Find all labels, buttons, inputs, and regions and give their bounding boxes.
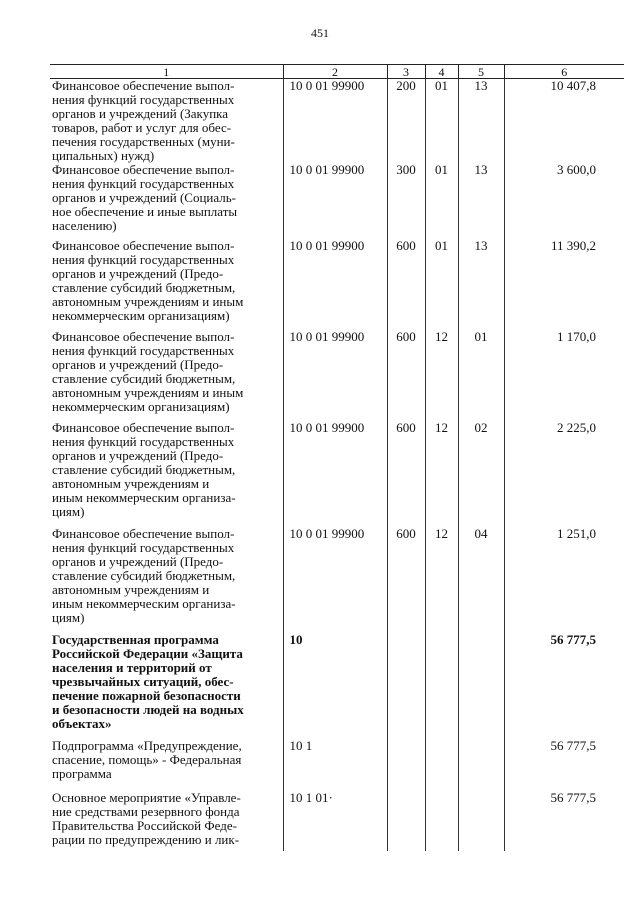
cell-col-3 xyxy=(387,633,425,739)
cell-amount: 1 170,0 xyxy=(504,330,624,421)
cell-col-5 xyxy=(458,791,504,851)
cell-amount: 56 777,5 xyxy=(504,791,624,851)
cell-name: Финансовое обеспечение выпол- нения функций государственных органов и учреждений (Предо- ставление субсидий бюджетным, автономным учреждениям и иным некоммерческим организа- циям) xyxy=(52,420,236,519)
cell-name: Финансовое обеспечение выпол- нения функций государственных органов и учреждений (Социаль- ное обеспечение и иные выплаты населению) xyxy=(52,162,238,233)
cell-col-3: 600 xyxy=(387,239,425,330)
cell-code: 10 0 01 99900 xyxy=(283,330,387,421)
cell-amount: 1 251,0 xyxy=(504,527,624,633)
cell-amount: 3 600,0 xyxy=(504,163,624,239)
budget-table xyxy=(50,64,624,851)
cell-code: 10 0 01 99900 xyxy=(283,421,387,527)
cell-col-3: 200 xyxy=(387,79,425,164)
cell-col-4: 01 xyxy=(425,79,458,164)
cell-col-3: 300 xyxy=(387,163,425,239)
table-row xyxy=(50,739,624,791)
cell-code: 10 0 01 99900 xyxy=(283,527,387,633)
cell-code: 10 0 01 99900 xyxy=(283,163,387,239)
cell-col-5: 01 xyxy=(458,330,504,421)
cell-col-5 xyxy=(458,739,504,791)
table-row xyxy=(50,330,624,421)
cell-col-5: 02 xyxy=(458,421,504,527)
header-col-1: 1 xyxy=(50,65,283,79)
cell-name: Финансовое обеспечение выпол- нения функций государственных органов и учреждений (Предо- ставление субсидий бюджетным, автономным учреждениям и иным некоммерческим организациям) xyxy=(52,238,244,323)
cell-name: Основное мероприятие «Управле- ние средствами резервного фонда Правительства Российской Феде- рации по предупреждению и лик- xyxy=(52,790,241,847)
cell-amount: 56 777,5 xyxy=(504,633,624,739)
cell-name: Финансовое обеспечение выпол- нения функций государственных органов и учреждений (Закупка товаров, работ и услуг для обес- печения государственных (муни- ципальных) нужд) xyxy=(52,78,235,163)
cell-col-5: 04 xyxy=(458,527,504,633)
cell-col-5: 13 xyxy=(458,239,504,330)
table-row xyxy=(50,527,624,633)
table-row xyxy=(50,79,624,164)
cell-name: Финансовое обеспечение выпол- нения функций государственных органов и учреждений (Предо- ставление субсидий бюджетным, автономным учреждениям и иным некоммерческим организациям) xyxy=(52,329,244,414)
header-col-3: 3 xyxy=(387,65,425,79)
table-row xyxy=(50,163,624,239)
cell-code: 10 xyxy=(283,633,387,739)
cell-name: Подпрограмма «Предупреждение, спасение, помощь» - Федеральная программа xyxy=(52,738,242,781)
cell-col-3: 600 xyxy=(387,527,425,633)
table-row xyxy=(50,239,624,330)
table-row xyxy=(50,633,624,739)
cell-name: Государственная программа Российской Федерации «Защита населения и территорий от чрезвычайных ситуаций, обес- печение пожарной безопасности и безопасности людей на водных объектах» xyxy=(52,632,244,731)
header-row xyxy=(50,65,624,79)
cell-amount: 10 407,8 xyxy=(504,79,624,164)
cell-col-4: 12 xyxy=(425,421,458,527)
cell-col-3 xyxy=(387,791,425,851)
cell-code: 10 1 xyxy=(283,739,387,791)
cell-amount: 56 777,5 xyxy=(504,739,624,791)
cell-col-5 xyxy=(458,633,504,739)
table-body xyxy=(50,79,624,852)
cell-col-4 xyxy=(425,791,458,851)
header-col-5: 5 xyxy=(458,65,504,79)
cell-amount: 11 390,2 xyxy=(504,239,624,330)
cell-col-5: 13 xyxy=(458,79,504,164)
cell-col-4: 12 xyxy=(425,330,458,421)
table-row xyxy=(50,421,624,527)
cell-col-3: 600 xyxy=(387,330,425,421)
cell-code: 10 0 01 99900 xyxy=(283,79,387,164)
cell-code: 10 0 01 99900 xyxy=(283,239,387,330)
cell-col-4: 12 xyxy=(425,527,458,633)
cell-amount: 2 225,0 xyxy=(504,421,624,527)
table-row xyxy=(50,791,624,851)
header-col-6: 6 xyxy=(504,65,624,79)
cell-name: Финансовое обеспечение выпол- нения функций государственных органов и учреждений (Предо- ставление субсидий бюджетным, автономным учреждениям и иным некоммерческим организа- циям) xyxy=(52,526,236,625)
header-col-2: 2 xyxy=(283,65,387,79)
cell-col-4 xyxy=(425,739,458,791)
cell-col-5: 13 xyxy=(458,163,504,239)
cell-col-3: 600 xyxy=(387,421,425,527)
cell-col-4: 01 xyxy=(425,163,458,239)
cell-code: 10 1 01· xyxy=(283,791,387,851)
cell-col-4: 01 xyxy=(425,239,458,330)
page-number: 451 xyxy=(311,26,329,40)
cell-col-3 xyxy=(387,739,425,791)
header-col-4: 4 xyxy=(425,65,458,79)
cell-col-4 xyxy=(425,633,458,739)
